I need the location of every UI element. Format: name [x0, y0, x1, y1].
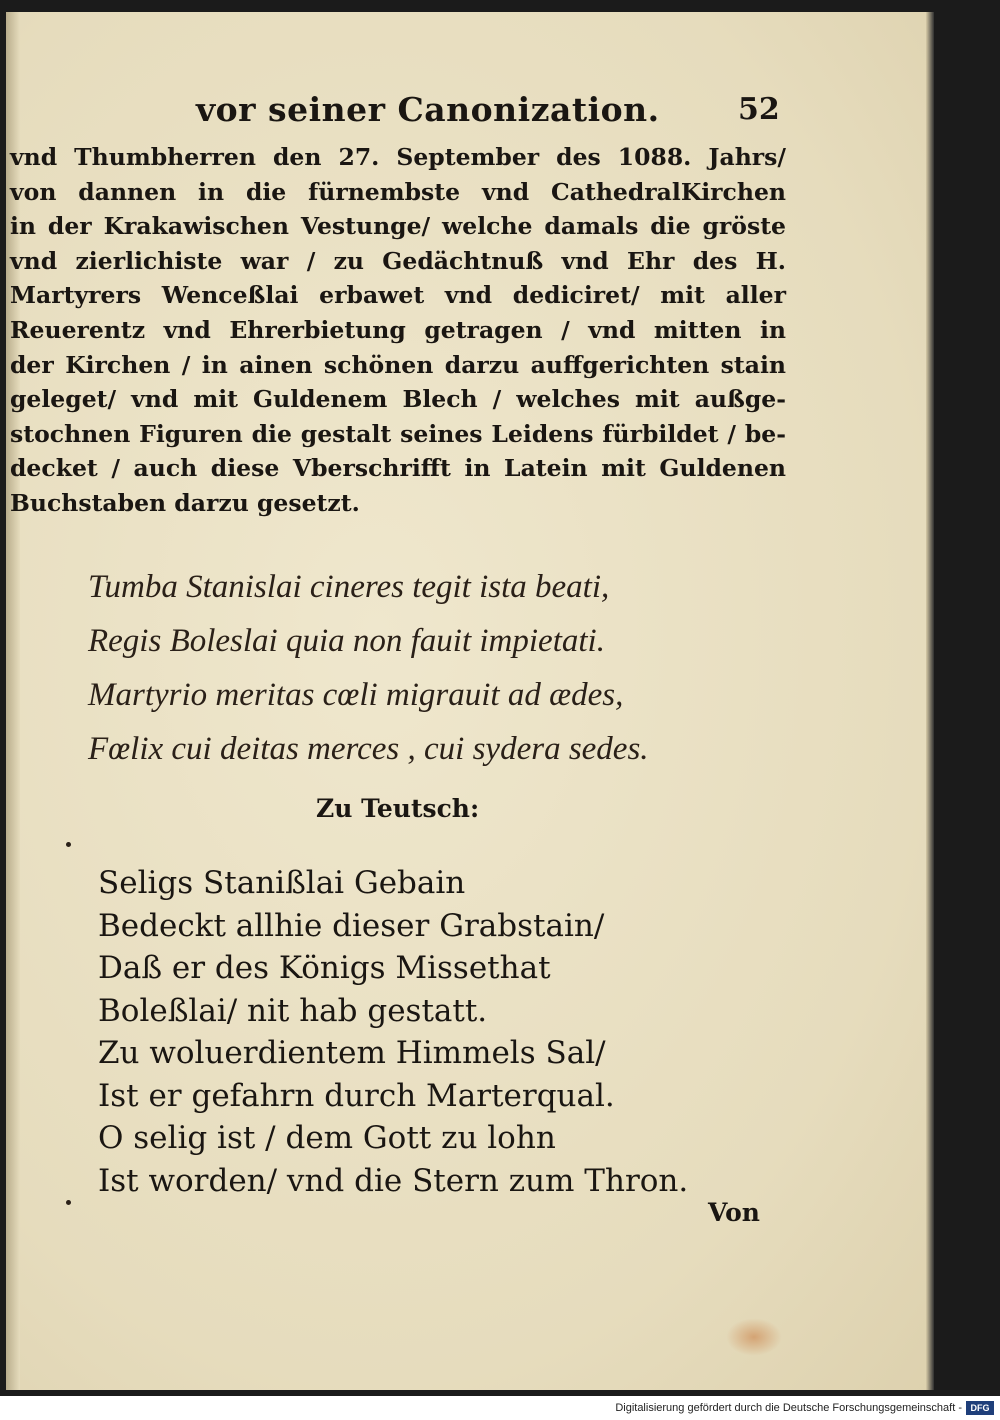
german-verse — [98, 862, 738, 1202]
latin-verse-line: Regis Boleslai quia non fauit impietati. — [88, 623, 605, 659]
page-number: 52 — [738, 92, 780, 127]
german-verse-line: Daß er des Königs Missethat — [98, 950, 551, 986]
ink-speck — [66, 1200, 71, 1205]
footer-credit: Digitalisierung gefördert durch die Deutsche Forschungsgemeinschaft - — [615, 1402, 962, 1414]
german-verse-line: Ist er gefahrn durch Marterqual. — [98, 1077, 615, 1114]
german-verse-line: Bedeckt allhie dieser Grabstain/ — [98, 907, 605, 944]
paper-stain — [726, 1318, 782, 1356]
latin-epitaph — [88, 560, 748, 776]
german-verse-line: Ist worden/ vnd die Stern zum Thron. — [98, 1162, 689, 1199]
prose-paragraph — [10, 140, 786, 521]
dfg-logo: DFG — [966, 1401, 994, 1415]
ink-speck — [66, 842, 71, 847]
german-verse-line: Seligs Stanißlai Gebain — [98, 865, 466, 901]
translation-heading: Zu Teutsch: — [316, 794, 480, 823]
prose-line: stochnen Figuren die gestalt seines Leidens fürbildet / be- — [10, 419, 786, 448]
german-verse-line: Boleßlai/ nit hab gestatt. — [98, 992, 488, 1029]
prose-line: vnd zierlichiste war / zu Gedächtnuß vnd Ehr des H. — [10, 246, 786, 275]
prose-line: von dannen in die fürnembste vnd CathedralKirchen — [10, 177, 786, 206]
prose-line: der Kirchen / in ainen schönen darzu auffgerichten stain — [10, 350, 786, 379]
german-verse-line: Zu woluerdientem Himmels Sal/ — [98, 1035, 606, 1071]
prose-line: Martyrers Wenceßlai erbawet vnd dediciret/ mit aller — [10, 281, 786, 310]
prose-line: geleget/ vnd mit Guldenem Blech / welches mit außge- — [10, 385, 786, 414]
prose-line: decket / auch diese Vberschrifft in Latein mit Guldenen — [10, 454, 786, 483]
prose-line: Reuerentz vnd Ehrerbietung getragen / vnd mitten in — [10, 315, 786, 344]
running-head: vor seiner Canonization. — [196, 90, 660, 129]
latin-verse-line: Martyrio meritas cœli migrauit ad ædes, — [88, 677, 624, 713]
prose-line: Buchstaben darzu gesetzt. — [10, 488, 360, 517]
latin-verse-line: Fœlix cui deitas merces , cui sydera sedes. — [88, 731, 649, 767]
german-verse-line: O selig ist / dem Gott zu lohn — [98, 1120, 556, 1156]
prose-line: in der Krakawischen Vestunge/ welche damals die gröste — [10, 212, 786, 241]
catchword: Von — [708, 1198, 760, 1227]
latin-verse-line: Tumba Stanislai cineres tegit ista beati, — [88, 569, 610, 605]
prose-line: vnd Thumbherren den 27. September des 1088. Jahrs/ — [10, 143, 786, 171]
page-edge — [926, 12, 934, 1390]
